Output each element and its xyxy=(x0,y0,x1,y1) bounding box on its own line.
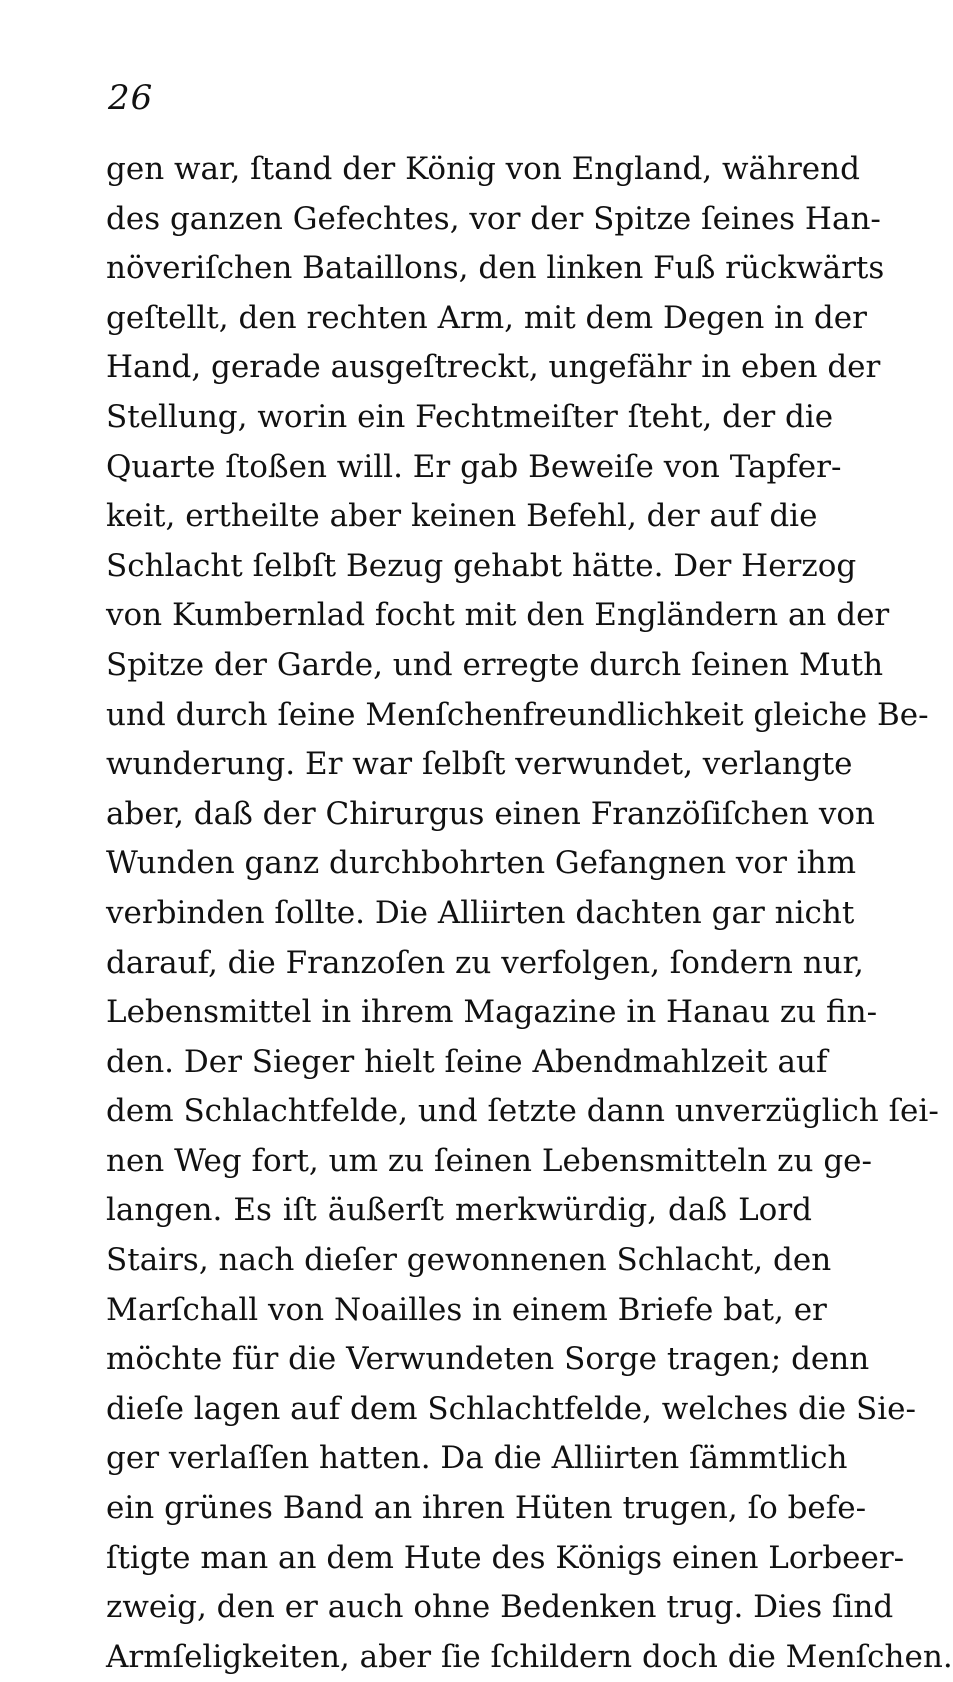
text-line: Wunden ganz durchbohrten Gefangnen vor ihm xyxy=(106,845,857,882)
text-line: verbinden ſollte. Die Alliirten dachten gar nicht xyxy=(106,894,855,931)
text-line: Schlacht ſelbſt Bezug gehabt hätte. Der Herzog xyxy=(106,547,857,584)
text-line: zweig, den er auch ohne Bedenken trug. Dies ſind xyxy=(106,1589,894,1626)
text-line: aber, daß der Chirurgus einen Franzöſiſchen von xyxy=(106,795,875,832)
text-line: wunderung. Er war ſelbſt verwundet, verlangte xyxy=(106,746,853,783)
text-line: dieſe lagen auf dem Schlachtfelde, welches die Sie- xyxy=(106,1390,916,1427)
text-line: Marſchall von Noailles in einem Briefe bat, er xyxy=(106,1291,827,1328)
text-line: gen war, ſtand der König von England, während xyxy=(106,151,860,187)
text-line: Spitze der Garde, und erregte durch ſeinen Muth xyxy=(106,646,884,683)
text-line: geſtellt, den rechten Arm, mit dem Degen in der xyxy=(106,299,867,336)
text-line: von Kumbernlad focht mit den Engländern an der xyxy=(106,597,890,634)
text-line: ſtigte man an dem Hute des Königs einen Lorbeer- xyxy=(106,1539,905,1576)
text-line: Lebensmittel in ihrem Magazine in Hanau zu fin- xyxy=(106,994,878,1031)
text-line: den. Der Sieger hielt ſeine Abendmahlzeit auf xyxy=(106,1043,828,1080)
text-line: nen Weg fort, um zu ſeinen Lebensmitteln zu ge- xyxy=(106,1142,872,1179)
text-line: möchte für die Verwundeten Sorge tragen; denn xyxy=(106,1341,870,1378)
text-line: ger verlaſſen hatten. Da die Alliirten ſämmtlich xyxy=(106,1440,848,1477)
text-line: Armſeligkeiten, aber ſie ſchildern doch die Menſchen. xyxy=(106,1638,953,1675)
page-number: 26 xyxy=(108,78,154,118)
text-line: keit, ertheilte aber keinen Befehl, der auf die xyxy=(106,498,818,535)
text-line: Hand, gerade ausgeſtreckt, ungefähr in eben der xyxy=(106,349,881,386)
text-line: darauf, die Franzoſen zu verfolgen, ſondern nur, xyxy=(106,944,864,981)
text-line: und durch ſeine Menſchenfreundlichkeit gleiche Be- xyxy=(106,696,929,733)
text-line: növeriſchen Bataillons, den linken Fuß rückwärts xyxy=(106,250,885,287)
text-line: Quarte ſtoßen will. Er gab Beweiſe von Tapfer- xyxy=(106,448,842,485)
text-line: Stellung, worin ein Fechtmeiſter ſteht, der die xyxy=(106,398,834,435)
text-line: des ganzen Gefechtes, vor der Spitze ſeines Han- xyxy=(106,200,881,237)
text-line: langen. Es iſt äußerſt merkwürdig, daß Lord xyxy=(106,1192,812,1229)
text-line: ein grünes Band an ihren Hüten trugen, ſo befe- xyxy=(106,1490,867,1527)
text-line: Stairs, nach dieſer gewonnenen Schlacht, den xyxy=(106,1242,832,1279)
text-line: dem Schlachtfelde, und ſetzte dann unverzüglich ſei- xyxy=(106,1093,939,1130)
body-text xyxy=(106,145,953,1682)
